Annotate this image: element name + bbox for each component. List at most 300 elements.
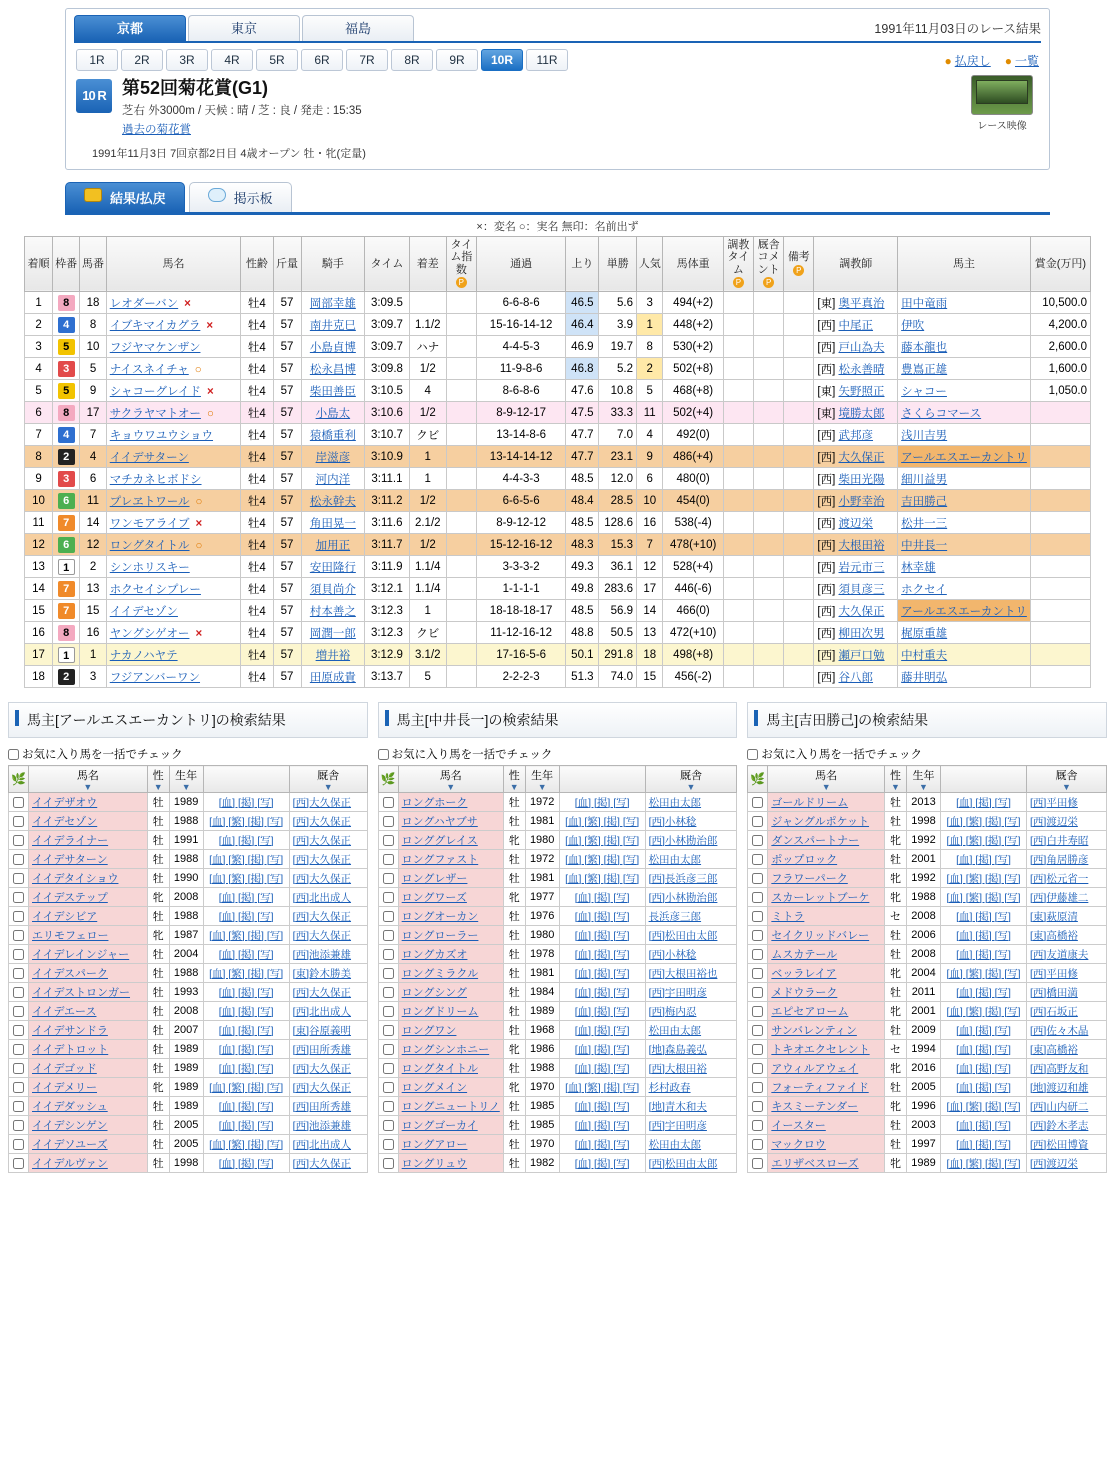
favorite-checkbox-cell[interactable] [9,983,29,1002]
favorite-checkbox-cell[interactable] [378,926,398,945]
horse-name-link[interactable]: スカーレットブーケ [768,888,885,907]
favorite-checkbox[interactable] [383,797,394,808]
horse-detail-links[interactable]: [血] [掲] [写] [203,793,289,812]
tab-bulletin-board[interactable] [189,182,292,212]
cell-trainer[interactable] [814,512,898,534]
horse-name-link[interactable]: ミトラ [768,907,885,926]
favorite-checkbox[interactable] [383,949,394,960]
favorite-checkbox-cell[interactable] [748,888,768,907]
horse-name-link[interactable]: ロングハヤブサ [398,812,503,831]
horse-detail-links[interactable]: [血] [繁] [掲] [写] [559,850,645,869]
horse-detail-links[interactable]: [血] [掲] [写] [203,907,289,926]
favorite-checkbox-cell[interactable] [378,1135,398,1154]
horse-name-link[interactable]: イイデダッシュ [29,1097,148,1116]
horse-name-link[interactable]: イイデサンドラ [29,1021,148,1040]
favorite-checkbox[interactable] [752,1158,763,1169]
horse-name-link[interactable]: アウィルアウェイ [768,1059,885,1078]
favorite-checkbox[interactable] [13,816,24,827]
horse-detail-links[interactable]: [血] [繁] [掲] [写] [559,1078,645,1097]
sort-icon[interactable]: ▼ [446,782,456,793]
cell-jockey[interactable] [301,336,365,358]
stable-link[interactable]: [西]大久保正 [289,907,367,926]
check-all-checkbox[interactable] [8,749,19,760]
stable-link[interactable]: [東]高橋裕 [1027,1040,1107,1059]
cell-horse-name[interactable] [106,644,241,666]
horse-name-link[interactable]: フジアンバーワン [109,671,201,684]
stable-link[interactable]: [西]大久保正 [289,1154,367,1173]
favorite-checkbox-cell[interactable] [378,793,398,812]
stable-link[interactable]: [西]大久保正 [289,926,367,945]
favorite-checkbox-cell[interactable] [748,1097,768,1116]
cell-jockey[interactable] [301,512,365,534]
favorite-checkbox[interactable] [383,1082,394,1093]
sort-icon[interactable]: ▼ [1062,782,1071,793]
horse-detail-links[interactable]: [血] [掲] [写] [941,1021,1027,1040]
horse-name-link[interactable]: ロングミラクル [398,964,503,983]
cell-jockey[interactable] [301,534,365,556]
stable-link[interactable]: [西]鈴木孝志 [1027,1116,1107,1135]
col-passing[interactable]: 通過 [476,236,565,292]
horse-name-link[interactable]: ヤングシゲオー [109,627,190,640]
favorite-checkbox-cell[interactable] [378,964,398,983]
owner-link[interactable]: アールエスエーカントリ [901,605,1027,618]
cell-owner[interactable] [898,358,1031,380]
cell-horse-name[interactable] [106,666,241,688]
horse-detail-links[interactable]: [血] [掲] [写] [941,1059,1027,1078]
stable-link[interactable]: [西]大久保正 [289,812,367,831]
col-waku[interactable]: 枠番 [53,236,80,292]
favorite-checkbox-cell[interactable] [9,964,29,983]
stable-link[interactable]: [西]田所秀雄 [289,1040,367,1059]
favorite-checkbox[interactable] [383,1101,394,1112]
horse-detail-links[interactable]: [血] [掲] [写] [559,926,645,945]
horse-name-link[interactable]: イイデゴッド [29,1059,148,1078]
cell-owner[interactable] [898,490,1031,512]
favorite-checkbox[interactable] [752,835,763,846]
horse-detail-links[interactable]: [血] [掲] [写] [559,964,645,983]
horse-detail-links[interactable]: [血] [掲] [写] [203,1154,289,1173]
horse-name-link[interactable]: トキオエクセレント [768,1040,885,1059]
horse-name-link[interactable]: ロングドリーム [398,1002,503,1021]
horse-name-link[interactable]: ナカノハヤテ [109,649,178,662]
cell-trainer[interactable] [814,644,898,666]
horse-detail-links[interactable]: [血] [掲] [写] [559,1097,645,1116]
jockey-link[interactable]: 須貝尚介 [309,583,356,596]
owner-link[interactable]: アールエスエーカントリ [901,451,1027,464]
jockey-link[interactable]: 田原成貴 [309,671,356,684]
favorite-checkbox[interactable] [13,1025,24,1036]
favorite-checkbox[interactable] [752,911,763,922]
horse-detail-links[interactable]: [血] [繁] [掲] [写] [941,1002,1027,1021]
stable-link[interactable]: 長浜彦三郎 [645,907,737,926]
owner-link[interactable]: 藤井明弘 [901,671,948,684]
cell-horse-name[interactable] [106,336,241,358]
favorite-checkbox-cell[interactable] [9,850,29,869]
favorite-checkbox-cell[interactable] [748,964,768,983]
favorite-checkbox-cell[interactable] [9,926,29,945]
stable-link[interactable]: [東]萩原清 [1027,907,1107,926]
favorite-checkbox-cell[interactable] [748,1040,768,1059]
favorite-checkbox-cell[interactable] [748,907,768,926]
sort-icon[interactable]: ▼ [686,782,696,793]
horse-detail-links[interactable]: [血] [掲] [写] [203,1021,289,1040]
owner-link[interactable]: ホクセイ [901,583,947,596]
favorite-checkbox-cell[interactable] [378,869,398,888]
trainer-link[interactable]: 小野幸治 [838,495,885,508]
round-button-2r[interactable]: 2R [121,49,163,71]
stable-link[interactable]: [西]白井寿昭 [1027,831,1107,850]
favorite-checkbox-cell[interactable] [748,1135,768,1154]
race-movie-box[interactable] [967,75,1037,132]
stable-link[interactable]: [西]角居勝彦 [1027,850,1107,869]
stable-link[interactable]: [西]大久保正 [289,831,367,850]
favorite-checkbox[interactable] [13,1158,24,1169]
trainer-link[interactable]: 柴田光陽 [838,473,885,486]
favorite-checkbox-cell[interactable] [9,793,29,812]
favorite-checkbox-cell[interactable] [378,907,398,926]
cell-jockey[interactable] [301,644,365,666]
cell-trainer[interactable] [814,402,898,424]
jockey-link[interactable]: 安田隆行 [309,561,356,574]
jockey-link[interactable]: 小島貞博 [309,341,356,354]
favorite-checkbox-cell[interactable] [378,1040,398,1059]
cell-trainer[interactable] [814,424,898,446]
stable-link[interactable]: [西]松田由太郎 [645,926,737,945]
favorite-checkbox[interactable] [13,1101,24,1112]
col-win-odds[interactable]: 単勝 [599,236,637,292]
horse-detail-links[interactable]: [血] [掲] [写] [203,945,289,964]
horse-name-link[interactable]: フラワーパーク [768,869,885,888]
stable-link[interactable]: 松田由太郎 [645,850,737,869]
owner-link[interactable]: 藤本龍也 [901,341,948,354]
col-horse-name[interactable]: 馬名 ▼ [29,766,148,793]
favorite-checkbox[interactable] [383,892,394,903]
sort-icon[interactable]: ▼ [919,782,928,793]
sort-icon[interactable]: ▼ [891,782,900,793]
favorite-checkbox[interactable] [752,816,763,827]
horse-name-link[interactable]: イイデシビア [29,907,148,926]
horse-detail-links[interactable]: [血] [掲] [写] [941,1135,1027,1154]
stable-link[interactable]: [西]大久保正 [289,793,367,812]
horse-detail-links[interactable]: [血] [掲] [写] [559,983,645,1002]
favorite-checkbox[interactable] [752,1063,763,1074]
col-owner[interactable]: 馬主 [898,236,1031,292]
favorite-checkbox[interactable] [383,987,394,998]
trainer-link[interactable]: 渡辺栄 [838,517,874,530]
favorite-checkbox-cell[interactable] [748,945,768,964]
favorite-checkbox[interactable] [383,1120,394,1131]
favorite-checkbox[interactable] [752,1044,763,1055]
stable-link[interactable]: [西]北出成人 [289,1135,367,1154]
owner-link[interactable]: 田中竜雨 [901,297,948,310]
cell-horse-name[interactable] [106,424,241,446]
owner-link[interactable]: 中井長一 [901,539,948,552]
venue-tab-fukushima[interactable]: 福島 [302,15,414,41]
favorite-checkbox-cell[interactable] [378,945,398,964]
favorite-checkbox[interactable] [13,1082,24,1093]
horse-name-link[interactable]: ロングワン [398,1021,503,1040]
trainer-link[interactable]: 柳田次男 [838,627,885,640]
horse-name-link[interactable]: キスミーテンダー [768,1097,885,1116]
favorite-checkbox[interactable] [13,968,24,979]
stable-link[interactable]: [西]大久保正 [289,983,367,1002]
cell-trainer[interactable] [814,490,898,512]
cell-owner[interactable] [898,578,1031,600]
col-horse-name[interactable]: 馬名 ▼ [768,766,885,793]
horse-name-link[interactable]: レオダーバン [109,297,179,310]
favorite-checkbox-cell[interactable] [748,1002,768,1021]
jockey-link[interactable]: 松永昌博 [309,363,356,376]
cell-trainer[interactable] [814,446,898,468]
round-button-10r[interactable]: 10R [481,49,523,71]
sort-icon[interactable]: ▼ [323,782,333,793]
col-trainer[interactable]: 調教師 [814,236,898,292]
horse-name-link[interactable]: ロングゴーカイ [398,1116,503,1135]
horse-name-link[interactable]: ロングワーズ [398,888,503,907]
horse-detail-links[interactable]: [血] [繁] [掲] [写] [941,1097,1027,1116]
horse-detail-links[interactable]: [血] [掲] [写] [941,1040,1027,1059]
stable-link[interactable]: [地]渡辺和雄 [1027,1078,1107,1097]
jockey-link[interactable]: 岡部幸雄 [309,297,356,310]
favorite-checkbox[interactable] [752,1120,763,1131]
horse-name-link[interactable]: イイデセゾン [109,605,178,618]
cell-owner[interactable] [898,556,1031,578]
horse-name-link[interactable]: ナイスネイチャ [109,363,189,376]
horse-name-link[interactable]: エリモフェロー [29,926,148,945]
favorite-checkbox-cell[interactable] [9,945,29,964]
stable-link[interactable]: [西]大久保正 [289,1078,367,1097]
col-horse-name[interactable]: 馬名 ▼ [398,766,503,793]
cell-owner[interactable] [898,424,1031,446]
favorite-checkbox[interactable] [383,930,394,941]
stable-link[interactable]: [西]小林勘治郎 [645,888,737,907]
horse-detail-links[interactable]: [血] [繁] [掲] [写] [941,812,1027,831]
horse-name-link[interactable]: ロングオーカン [398,907,503,926]
round-button-5r[interactable]: 5R [256,49,298,71]
horse-detail-links[interactable]: [血] [掲] [写] [941,793,1027,812]
horse-name-link[interactable]: イイデトロット [29,1040,148,1059]
horse-name-link[interactable]: ロングアロー [398,1135,503,1154]
cell-owner[interactable] [898,512,1031,534]
horse-detail-links[interactable]: [血] [掲] [写] [941,850,1027,869]
stable-link[interactable]: [西]小林稔 [645,812,737,831]
horse-name-link[interactable]: ロングカズオ [398,945,503,964]
horse-name-link[interactable]: ベッラレイア [768,964,885,983]
favorite-checkbox[interactable] [383,1044,394,1055]
check-all-1[interactable] [8,746,368,762]
horse-detail-links[interactable]: [血] [掲] [写] [941,1116,1027,1135]
stable-link[interactable]: [西]平田修 [1027,964,1107,983]
favorite-checkbox[interactable] [383,1158,394,1169]
stable-link[interactable]: [西]大根田裕也 [645,964,737,983]
horse-name-link[interactable]: エリザベスローズ [768,1154,885,1173]
horse-detail-links[interactable]: [血] [繁] [掲] [写] [203,1135,289,1154]
horse-detail-links[interactable]: [血] [繁] [掲] [写] [941,964,1027,983]
horse-name-link[interactable]: ロングシンホニー [398,1040,503,1059]
favorite-checkbox[interactable] [383,1025,394,1036]
horse-detail-links[interactable]: [血] [掲] [写] [203,1002,289,1021]
jockey-link[interactable]: 松永幹夫 [309,495,356,508]
favorite-checkbox-cell[interactable] [748,1116,768,1135]
favorite-checkbox[interactable] [13,892,24,903]
horse-name-link[interactable]: イイデルヴァン [29,1154,148,1173]
favorite-checkbox-cell[interactable] [9,1097,29,1116]
cell-owner[interactable] [898,292,1031,314]
favorite-checkbox[interactable] [752,797,763,808]
cell-owner[interactable] [898,666,1031,688]
jockey-link[interactable]: 増井裕 [315,649,351,662]
jockey-link[interactable]: 村本善之 [309,605,356,618]
trainer-link[interactable]: 谷八郎 [838,671,874,684]
jockey-link[interactable]: 加用正 [315,539,351,552]
stable-link[interactable]: [西]大根田裕 [645,1059,737,1078]
favorite-checkbox[interactable] [383,1139,394,1150]
horse-name-link[interactable]: イイデシンゲン [29,1116,148,1135]
favorite-checkbox-cell[interactable] [748,1021,768,1040]
horse-name-link[interactable]: イイデレインジャー [29,945,148,964]
horse-name-link[interactable]: イイデステップ [29,888,148,907]
check-all-3[interactable] [747,746,1107,762]
stable-link[interactable]: [西]大久保正 [289,1059,367,1078]
round-button-6r[interactable]: 6R [301,49,343,71]
favorite-checkbox[interactable] [752,930,763,941]
favorite-checkbox-cell[interactable] [748,831,768,850]
cell-horse-name[interactable] [106,380,241,402]
trainer-link[interactable]: 岩元市三 [838,561,885,574]
tab-result-payout[interactable] [65,182,185,212]
horse-name-link[interactable]: ダンスパートナー [768,831,885,850]
trainer-link[interactable]: 松永善晴 [838,363,885,376]
favorite-checkbox-cell[interactable] [378,831,398,850]
horse-detail-links[interactable]: [血] [繁] [掲] [写] [203,869,289,888]
stable-link[interactable]: [西]大久保正 [289,850,367,869]
stable-link[interactable]: [西]渡辺栄 [1027,1154,1107,1173]
favorite-checkbox-cell[interactable] [9,1154,29,1173]
cell-trainer[interactable] [814,468,898,490]
horse-detail-links[interactable]: [血] [繁] [掲] [写] [203,964,289,983]
jockey-link[interactable]: 角田晃一 [309,517,356,530]
trainer-link[interactable]: 大久保正 [838,605,885,618]
favorite-checkbox-cell[interactable] [378,1097,398,1116]
horse-detail-links[interactable]: [血] [掲] [写] [941,983,1027,1002]
stable-link[interactable]: [西]長浜彦三郎 [645,869,737,888]
col-prize[interactable]: 賞金(万円) [1030,236,1090,292]
stable-link[interactable]: [西]小林勘治郎 [645,831,737,850]
favorite-checkbox-cell[interactable] [748,812,768,831]
favorite-checkbox[interactable] [13,797,24,808]
stable-link[interactable]: [西]池添兼雄 [289,1116,367,1135]
horse-name-link[interactable]: イブキマイカグラ [109,319,201,332]
horse-detail-links[interactable]: [血] [掲] [写] [559,888,645,907]
cell-jockey[interactable] [301,622,365,644]
horse-name-link[interactable]: ロングレザー [398,869,503,888]
payout-link[interactable]: 払戻し [954,53,991,68]
favorite-checkbox[interactable] [752,968,763,979]
jockey-link[interactable]: 河内洋 [315,473,351,486]
horse-detail-links[interactable]: [血] [繁] [掲] [写] [559,869,645,888]
cell-jockey[interactable] [301,600,365,622]
stable-link[interactable]: [西]松田博資 [1027,1135,1107,1154]
horse-name-link[interactable]: フォーティファイド [768,1078,885,1097]
horse-name-link[interactable]: ロングホーク [398,793,503,812]
favorite-checkbox-cell[interactable] [9,1116,29,1135]
cell-trainer[interactable] [814,578,898,600]
cell-owner[interactable] [898,600,1031,622]
horse-name-link[interactable]: ホクセイシプレー [109,583,201,596]
cell-jockey[interactable] [301,358,365,380]
favorite-checkbox[interactable] [13,835,24,846]
sort-icon[interactable]: ▼ [537,782,547,793]
trainer-link[interactable]: 奥平真治 [838,297,885,310]
sort-icon[interactable]: ▼ [181,782,191,793]
stable-link[interactable]: 松田由太郎 [645,793,737,812]
cell-owner[interactable] [898,468,1031,490]
favorite-checkbox-cell[interactable] [378,1002,398,1021]
cell-trainer[interactable] [814,556,898,578]
cell-horse-name[interactable] [106,358,241,380]
horse-detail-links[interactable]: [血] [掲] [写] [203,983,289,1002]
stable-link[interactable]: [地]青木和夫 [645,1097,737,1116]
stable-link[interactable]: [西]田所秀雄 [289,1097,367,1116]
col-time[interactable]: タイム [365,236,410,292]
cell-trainer[interactable] [814,314,898,336]
cell-owner[interactable] [898,446,1031,468]
horse-name-link[interactable]: マチカネヒボドシ [109,473,202,486]
cell-owner[interactable] [898,336,1031,358]
jockey-link[interactable]: 南井克巳 [309,319,356,332]
cell-horse-name[interactable] [106,402,241,424]
cell-horse-name[interactable] [106,468,241,490]
col-time-index[interactable]: タイム指数 P [446,236,476,292]
owner-link[interactable]: 梶原重雄 [901,627,948,640]
favorite-checkbox-cell[interactable] [378,812,398,831]
cell-jockey[interactable] [301,380,365,402]
stable-link[interactable]: [地]森島義弘 [645,1040,737,1059]
cell-jockey[interactable] [301,468,365,490]
col-stable[interactable]: 厩舎 ▼ [1027,766,1107,793]
stable-link[interactable]: [東]谷原義明 [289,1021,367,1040]
round-button-8r[interactable]: 8R [391,49,433,71]
horse-name-link[interactable]: サクラヤマトオー [109,407,201,420]
favorite-checkbox-cell[interactable] [9,1021,29,1040]
favorite-checkbox-cell[interactable] [378,983,398,1002]
horse-name-link[interactable]: ロングタイトル [398,1059,503,1078]
stable-link[interactable]: [西]友道康夫 [1027,945,1107,964]
col-horse-weight[interactable]: 馬体重 [663,236,723,292]
horse-detail-links[interactable]: [血] [掲] [写] [559,1021,645,1040]
stable-link[interactable]: 松田由太郎 [645,1135,737,1154]
cell-owner[interactable] [898,534,1031,556]
round-button-9r[interactable]: 9R [436,49,478,71]
horse-name-link[interactable]: イースター [768,1116,885,1135]
favorite-checkbox[interactable] [752,854,763,865]
favorite-checkbox[interactable] [383,835,394,846]
stable-link[interactable]: [西]伊藤雄二 [1027,888,1107,907]
horse-detail-links[interactable]: [血] [繁] [掲] [写] [559,831,645,850]
stable-link[interactable]: [西]山内研二 [1027,1097,1107,1116]
favorite-checkbox[interactable] [752,1139,763,1150]
cell-jockey[interactable] [301,402,365,424]
horse-detail-links[interactable]: [血] [掲] [写] [941,1078,1027,1097]
favorite-checkbox[interactable] [752,1025,763,1036]
cell-trainer[interactable] [814,358,898,380]
cell-horse-name[interactable] [106,292,241,314]
owner-link[interactable]: 林幸雄 [901,561,936,574]
cell-jockey[interactable] [301,666,365,688]
cell-jockey[interactable] [301,446,365,468]
favorite-checkbox[interactable] [752,1082,763,1093]
favorite-checkbox[interactable] [13,949,24,960]
